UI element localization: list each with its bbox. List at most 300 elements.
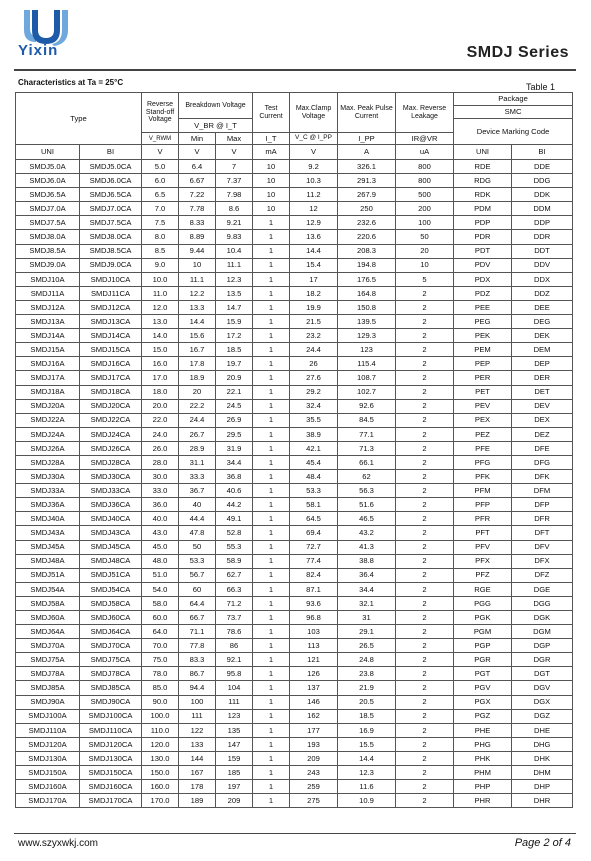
table-row	[16, 300, 573, 314]
standoff-voltage-cell: 130.0	[142, 751, 179, 765]
marking-bi-cell: DFV	[512, 540, 573, 554]
page-number: Page 2 of 4	[514, 837, 571, 849]
leakage-cell: 2	[396, 357, 454, 371]
standoff-voltage-cell: 28.0	[142, 455, 179, 469]
bi-type-cell: SMDJ75CA	[80, 653, 142, 667]
max-unit: V	[216, 145, 253, 160]
breakdown-min-cell: 7.22	[179, 188, 216, 202]
uni-type-cell: SMDJ11A	[16, 286, 80, 300]
marking-uni-cell: PET	[454, 385, 512, 399]
leak-unit: uA	[396, 145, 454, 160]
uni-type-cell: SMDJ170A	[16, 794, 80, 808]
leakage-cell: 50	[396, 230, 454, 244]
test-current-cell: 1	[253, 737, 290, 751]
uni-type-cell: SMDJ54A	[16, 582, 80, 596]
marking-bi-cell: DDK	[512, 188, 573, 202]
table-row	[16, 709, 573, 723]
peak-unit: A	[338, 145, 396, 160]
uni-type-cell: SMDJ75A	[16, 653, 80, 667]
breakdown-min-cell: 16.7	[179, 343, 216, 357]
leakage-cell: 2	[396, 653, 454, 667]
leakage-cell: 2	[396, 780, 454, 794]
leakage-cell: 2	[396, 681, 454, 695]
uni-type-cell: SMDJ8.5A	[16, 244, 80, 258]
uni-type-cell: SMDJ60A	[16, 611, 80, 625]
test-current-cell: 1	[253, 470, 290, 484]
bi-type-cell: SMDJ18CA	[80, 385, 142, 399]
standoff-voltage-cell: 40.0	[142, 512, 179, 526]
bi-type-cell: SMDJ12CA	[80, 300, 142, 314]
clamp-voltage-cell: 10.3	[290, 174, 338, 188]
test-current-cell: 10	[253, 160, 290, 174]
uni-type-cell: SMDJ43A	[16, 526, 80, 540]
peak-current-cell: 21.9	[338, 681, 396, 695]
standoff-voltage-cell: 8.0	[142, 230, 179, 244]
leakage-cell: 2	[396, 427, 454, 441]
peak-current-cell: 102.7	[338, 385, 396, 399]
marking-uni-cell: PFR	[454, 512, 512, 526]
breakdown-max-cell: 20.9	[216, 371, 253, 385]
breakdown-max-cell: 15.9	[216, 315, 253, 329]
breakdown-min-cell: 18.9	[179, 371, 216, 385]
bi-type-cell: SMDJ110CA	[80, 723, 142, 737]
uni-type-cell: SMDJ90A	[16, 695, 80, 709]
clamp-voltage-cell: 69.4	[290, 526, 338, 540]
bi-type-cell: SMDJ78CA	[80, 667, 142, 681]
bi-type-cell: SMDJ7.5CA	[80, 216, 142, 230]
marking-bi-cell: DDZ	[512, 286, 573, 300]
peak-current-cell: 12.3	[338, 766, 396, 780]
leakage-cell: 200	[396, 202, 454, 216]
marking-bi-cell: DGG	[512, 596, 573, 610]
mark-bi-header: BI	[512, 145, 573, 160]
breakdown-max-cell: 24.5	[216, 399, 253, 413]
marking-bi-cell: DHK	[512, 751, 573, 765]
marking-uni-cell: PFG	[454, 455, 512, 469]
marking-bi-cell: DDP	[512, 216, 573, 230]
uni-type-cell: SMDJ7.5A	[16, 216, 80, 230]
breakdown-min-cell: 53.3	[179, 554, 216, 568]
peak-current-cell: 92.6	[338, 399, 396, 413]
peak-current-cell: 18.5	[338, 709, 396, 723]
uni-type-cell: SMDJ45A	[16, 540, 80, 554]
peak-current-cell: 291.3	[338, 174, 396, 188]
leakage-cell: 2	[396, 470, 454, 484]
max-header: Max	[216, 133, 253, 145]
clamp-voltage-cell: 103	[290, 625, 338, 639]
table-row	[16, 216, 573, 230]
bi-type-cell: SMDJ17CA	[80, 371, 142, 385]
test-current-cell: 1	[253, 709, 290, 723]
breakdown-max-cell: 95.8	[216, 667, 253, 681]
marking-bi-cell: DFX	[512, 554, 573, 568]
leakage-cell: 2	[396, 737, 454, 751]
marking-uni-cell: PHG	[454, 737, 512, 751]
leakage-cell: 2	[396, 766, 454, 780]
test-current-cell: 1	[253, 540, 290, 554]
test-current-cell: 1	[253, 568, 290, 582]
bi-header: BI	[80, 145, 142, 160]
uni-type-cell: SMDJ10A	[16, 272, 80, 286]
uni-type-cell: SMDJ20A	[16, 399, 80, 413]
uni-type-cell: SMDJ150A	[16, 766, 80, 780]
test-current-cell: 1	[253, 399, 290, 413]
uni-type-cell: SMDJ85A	[16, 681, 80, 695]
test-current-cell: 1	[253, 794, 290, 808]
breakdown-max-cell: 29.5	[216, 427, 253, 441]
marking-uni-cell: RDK	[454, 188, 512, 202]
leakage-cell: 2	[396, 498, 454, 512]
uni-type-cell: SMDJ30A	[16, 470, 80, 484]
table-row	[16, 540, 573, 554]
breakdown-min-cell: 13.3	[179, 300, 216, 314]
table-row	[16, 174, 573, 188]
clamp-voltage-cell: 209	[290, 751, 338, 765]
marking-uni-cell: PGM	[454, 625, 512, 639]
uni-type-cell: SMDJ12A	[16, 300, 80, 314]
standoff-voltage-cell: 100.0	[142, 709, 179, 723]
breakdown-max-cell: 14.7	[216, 300, 253, 314]
standoff-voltage-cell: 15.0	[142, 343, 179, 357]
leakage-cell: 2	[396, 315, 454, 329]
marking-uni-cell: PDR	[454, 230, 512, 244]
marking-uni-cell: PGP	[454, 639, 512, 653]
test-current-cell: 1	[253, 343, 290, 357]
bi-type-cell: SMDJ51CA	[80, 568, 142, 582]
marking-bi-cell: DGR	[512, 653, 573, 667]
leakage-cell: 2	[396, 794, 454, 808]
marking-uni-cell: PHK	[454, 751, 512, 765]
peak-current-cell: 220.6	[338, 230, 396, 244]
standoff-voltage-cell: 36.0	[142, 498, 179, 512]
breakdown-max-cell: 34.4	[216, 455, 253, 469]
test-current-cell: 1	[253, 498, 290, 512]
bi-type-cell: SMDJ13CA	[80, 315, 142, 329]
marking-bi-cell: DEG	[512, 315, 573, 329]
bi-type-cell: SMDJ15CA	[80, 343, 142, 357]
leakage-cell: 2	[396, 484, 454, 498]
uni-type-cell: SMDJ40A	[16, 512, 80, 526]
standoff-voltage-cell: 12.0	[142, 300, 179, 314]
bi-type-cell: SMDJ30CA	[80, 470, 142, 484]
marking-bi-cell: DEX	[512, 413, 573, 427]
peak-current-cell: 84.5	[338, 413, 396, 427]
bi-type-cell: SMDJ64CA	[80, 625, 142, 639]
clamp-voltage-cell: 72.7	[290, 540, 338, 554]
bi-type-cell: SMDJ160CA	[80, 780, 142, 794]
breakdown-max-cell: 78.6	[216, 625, 253, 639]
series-title: SMDJ Series	[466, 44, 569, 61]
peak-current-cell: 15.5	[338, 737, 396, 751]
uni-type-cell: SMDJ48A	[16, 554, 80, 568]
breakdown-max-cell: 197	[216, 780, 253, 794]
uni-type-cell: SMDJ36A	[16, 498, 80, 512]
standoff-voltage-cell: 64.0	[142, 625, 179, 639]
peak-current-cell: 11.6	[338, 780, 396, 794]
table-row	[16, 526, 573, 540]
test-current-cell: 1	[253, 512, 290, 526]
leakage-cell: 2	[396, 399, 454, 413]
test-current-cell: 1	[253, 596, 290, 610]
uni-type-cell: SMDJ9.0A	[16, 258, 80, 272]
breakdown-min-cell: 24.4	[179, 413, 216, 427]
leakage-cell: 2	[396, 596, 454, 610]
standoff-voltage-cell: 18.0	[142, 385, 179, 399]
breakdown-min-cell: 40	[179, 498, 216, 512]
test-current-header: Test Current	[253, 93, 290, 133]
test-current-cell: 1	[253, 653, 290, 667]
test-current-cell: 1	[253, 455, 290, 469]
test-current-cell: 1	[253, 258, 290, 272]
breakdown-max-cell: 209	[216, 794, 253, 808]
peak-current-cell: 23.8	[338, 667, 396, 681]
standoff-voltage-cell: 20.0	[142, 399, 179, 413]
breakdown-max-cell: 66.3	[216, 582, 253, 596]
clamp-voltage-cell: 45.4	[290, 455, 338, 469]
breakdown-min-cell: 14.4	[179, 315, 216, 329]
spec-table	[15, 92, 573, 808]
breakdown-min-cell: 167	[179, 766, 216, 780]
package-header	[454, 93, 573, 119]
peak-current-cell: 164.8	[338, 286, 396, 300]
leakage-cell: 2	[396, 582, 454, 596]
bi-type-cell: SMDJ5.0CA	[80, 160, 142, 174]
table-row	[16, 723, 573, 737]
bi-type-cell: SMDJ8.5CA	[80, 244, 142, 258]
peak-current-cell: 34.4	[338, 582, 396, 596]
peak-current-cell: 139.5	[338, 315, 396, 329]
leakage-cell: 2	[396, 441, 454, 455]
marking-uni-cell: PDT	[454, 244, 512, 258]
leakage-cell: 2	[396, 300, 454, 314]
marking-bi-cell: DGE	[512, 582, 573, 596]
test-current-cell: 1	[253, 371, 290, 385]
test-symbol: I_T	[253, 133, 290, 145]
clamp-symbol: V_C @ I_PP	[290, 133, 338, 145]
breakdown-max-cell: 13.5	[216, 286, 253, 300]
marking-bi-cell: DEZ	[512, 427, 573, 441]
test-current-cell: 1	[253, 413, 290, 427]
uni-type-cell: SMDJ64A	[16, 625, 80, 639]
breakdown-max-cell: 73.7	[216, 611, 253, 625]
leakage-cell: 2	[396, 639, 454, 653]
clamp-voltage-cell: 42.1	[290, 441, 338, 455]
peak-current-cell: 24.8	[338, 653, 396, 667]
peak-current-cell: 41.3	[338, 540, 396, 554]
standoff-voltage-cell: 10.0	[142, 272, 179, 286]
uni-type-cell: SMDJ33A	[16, 484, 80, 498]
breakdown-max-cell: 9.21	[216, 216, 253, 230]
clamp-voltage-cell: 13.6	[290, 230, 338, 244]
table-row	[16, 751, 573, 765]
standoff-voltage-cell: 24.0	[142, 427, 179, 441]
clamp-voltage-cell: 58.1	[290, 498, 338, 512]
peak-current-cell: 14.4	[338, 751, 396, 765]
test-current-cell: 1	[253, 723, 290, 737]
peak-current-cell: 46.5	[338, 512, 396, 526]
test-current-cell: 1	[253, 681, 290, 695]
leakage-cell: 2	[396, 540, 454, 554]
smc-label: SMC	[504, 107, 522, 116]
table-row	[16, 794, 573, 808]
marking-uni-cell: PGK	[454, 611, 512, 625]
leak-symbol: IR@VR	[396, 133, 454, 145]
clamp-voltage-cell: 243	[290, 766, 338, 780]
marking-bi-cell: DDV	[512, 258, 573, 272]
breakdown-min-cell: 66.7	[179, 611, 216, 625]
standoff-voltage-cell: 43.0	[142, 526, 179, 540]
marking-bi-cell: DEK	[512, 329, 573, 343]
test-current-cell: 1	[253, 441, 290, 455]
clamp-voltage-cell: 162	[290, 709, 338, 723]
breakdown-min-cell: 50	[179, 540, 216, 554]
standoff-voltage-cell: 150.0	[142, 766, 179, 780]
breakdown-max-cell: 10.4	[216, 244, 253, 258]
footer-url[interactable]: www.szyxwkj.com	[18, 838, 99, 849]
marking-bi-cell: DEM	[512, 343, 573, 357]
table-row	[16, 441, 573, 455]
clamp-voltage-cell: 15.4	[290, 258, 338, 272]
marking-uni-cell: PFX	[454, 554, 512, 568]
breakdown-min-cell: 12.2	[179, 286, 216, 300]
marking-uni-cell: PFK	[454, 470, 512, 484]
marking-bi-cell: DDX	[512, 272, 573, 286]
table-row	[16, 653, 573, 667]
marking-uni-cell: PEZ	[454, 427, 512, 441]
test-current-cell: 1	[253, 272, 290, 286]
marking-bi-cell: DHM	[512, 766, 573, 780]
standoff-voltage-cell: 11.0	[142, 286, 179, 300]
marking-uni-cell: PDP	[454, 216, 512, 230]
clamp-unit: V	[290, 145, 338, 160]
breakdown-header: Breakdown Voltage	[179, 93, 253, 119]
leakage-cell: 2	[396, 371, 454, 385]
breakdown-max-cell: 31.9	[216, 441, 253, 455]
leakage-cell: 100	[396, 216, 454, 230]
table-row	[16, 695, 573, 709]
marking-bi-cell: DFP	[512, 498, 573, 512]
breakdown-min-cell: 144	[179, 751, 216, 765]
table-row	[16, 202, 573, 216]
bi-type-cell: SMDJ70CA	[80, 639, 142, 653]
standoff-voltage-cell: 6.0	[142, 174, 179, 188]
min-unit: V	[179, 145, 216, 160]
table-row	[16, 681, 573, 695]
breakdown-max-cell: 12.3	[216, 272, 253, 286]
breakdown-min-cell: 100	[179, 695, 216, 709]
marking-uni-cell: PEV	[454, 399, 512, 413]
type-header: Type	[16, 93, 142, 145]
breakdown-max-cell: 55.3	[216, 540, 253, 554]
standoff-voltage-cell: 70.0	[142, 639, 179, 653]
bi-type-cell: SMDJ100CA	[80, 709, 142, 723]
uni-type-cell: SMDJ70A	[16, 639, 80, 653]
marking-bi-cell: DGM	[512, 625, 573, 639]
test-current-cell: 1	[253, 582, 290, 596]
peak-current-cell: 208.3	[338, 244, 396, 258]
bi-type-cell: SMDJ85CA	[80, 681, 142, 695]
breakdown-max-cell: 7.37	[216, 174, 253, 188]
marking-bi-cell: DGV	[512, 681, 573, 695]
leakage-cell: 2	[396, 695, 454, 709]
marking-bi-cell: DET	[512, 385, 573, 399]
uni-type-cell: SMDJ28A	[16, 455, 80, 469]
uni-type-cell: SMDJ17A	[16, 371, 80, 385]
marking-bi-cell: DDR	[512, 230, 573, 244]
peak-current-cell: 10.9	[338, 794, 396, 808]
marking-uni-cell: PFV	[454, 540, 512, 554]
breakdown-min-cell: 6.4	[179, 160, 216, 174]
bi-type-cell: SMDJ150CA	[80, 766, 142, 780]
uni-type-cell: SMDJ24A	[16, 427, 80, 441]
breakdown-max-cell: 40.6	[216, 484, 253, 498]
table-row	[16, 667, 573, 681]
breakdown-min-cell: 15.6	[179, 329, 216, 343]
marking-uni-cell: RDG	[454, 174, 512, 188]
breakdown-min-cell: 178	[179, 780, 216, 794]
breakdown-min-cell: 94.4	[179, 681, 216, 695]
bi-type-cell: SMDJ20CA	[80, 399, 142, 413]
breakdown-max-cell: 123	[216, 709, 253, 723]
breakdown-min-cell: 11.1	[179, 272, 216, 286]
marking-bi-cell: DFZ	[512, 568, 573, 582]
clamp-voltage-cell: 12.9	[290, 216, 338, 230]
breakdown-max-cell: 58.9	[216, 554, 253, 568]
clamp-voltage-cell: 17	[290, 272, 338, 286]
table-row	[16, 568, 573, 582]
bi-type-cell: SMDJ6.5CA	[80, 188, 142, 202]
bi-type-cell: SMDJ33CA	[80, 484, 142, 498]
clamp-voltage-cell: 35.5	[290, 413, 338, 427]
table-row	[16, 357, 573, 371]
peak-current-cell: 176.5	[338, 272, 396, 286]
breakdown-min-cell: 26.7	[179, 427, 216, 441]
uni-type-cell: SMDJ6.0A	[16, 174, 80, 188]
peak-current-cell: 31	[338, 611, 396, 625]
standoff-voltage-cell: 26.0	[142, 441, 179, 455]
marking-bi-cell: DEV	[512, 399, 573, 413]
bi-type-cell: SMDJ9.0CA	[80, 258, 142, 272]
leakage-cell: 2	[396, 554, 454, 568]
clamp-voltage-cell: 23.2	[290, 329, 338, 343]
standoff-voltage-cell: 110.0	[142, 723, 179, 737]
marking-uni-cell: PEM	[454, 343, 512, 357]
breakdown-max-cell: 17.2	[216, 329, 253, 343]
clamp-voltage-cell: 193	[290, 737, 338, 751]
leakage-cell: 2	[396, 385, 454, 399]
breakdown-min-cell: 71.1	[179, 625, 216, 639]
marking-bi-cell: DGP	[512, 639, 573, 653]
standoff-symbol: V_RWM	[142, 133, 179, 145]
standoff-voltage-cell: 9.0	[142, 258, 179, 272]
leakage-cell: 500	[396, 188, 454, 202]
table-row	[16, 596, 573, 610]
marking-uni-cell: PEG	[454, 315, 512, 329]
marking-bi-cell: DFT	[512, 526, 573, 540]
uni-type-cell: SMDJ16A	[16, 357, 80, 371]
test-current-cell: 1	[253, 625, 290, 639]
peak-current-cell: 71.3	[338, 441, 396, 455]
test-current-cell: 1	[253, 286, 290, 300]
table-label: Table 1	[525, 82, 555, 92]
peak-current-cell: 123	[338, 343, 396, 357]
marking-uni-cell: PHM	[454, 766, 512, 780]
peak-current-cell: 20.5	[338, 695, 396, 709]
standoff-voltage-cell: 17.0	[142, 371, 179, 385]
bi-type-cell: SMDJ45CA	[80, 540, 142, 554]
marking-bi-cell: DDE	[512, 160, 573, 174]
peak-current-cell: 16.9	[338, 723, 396, 737]
